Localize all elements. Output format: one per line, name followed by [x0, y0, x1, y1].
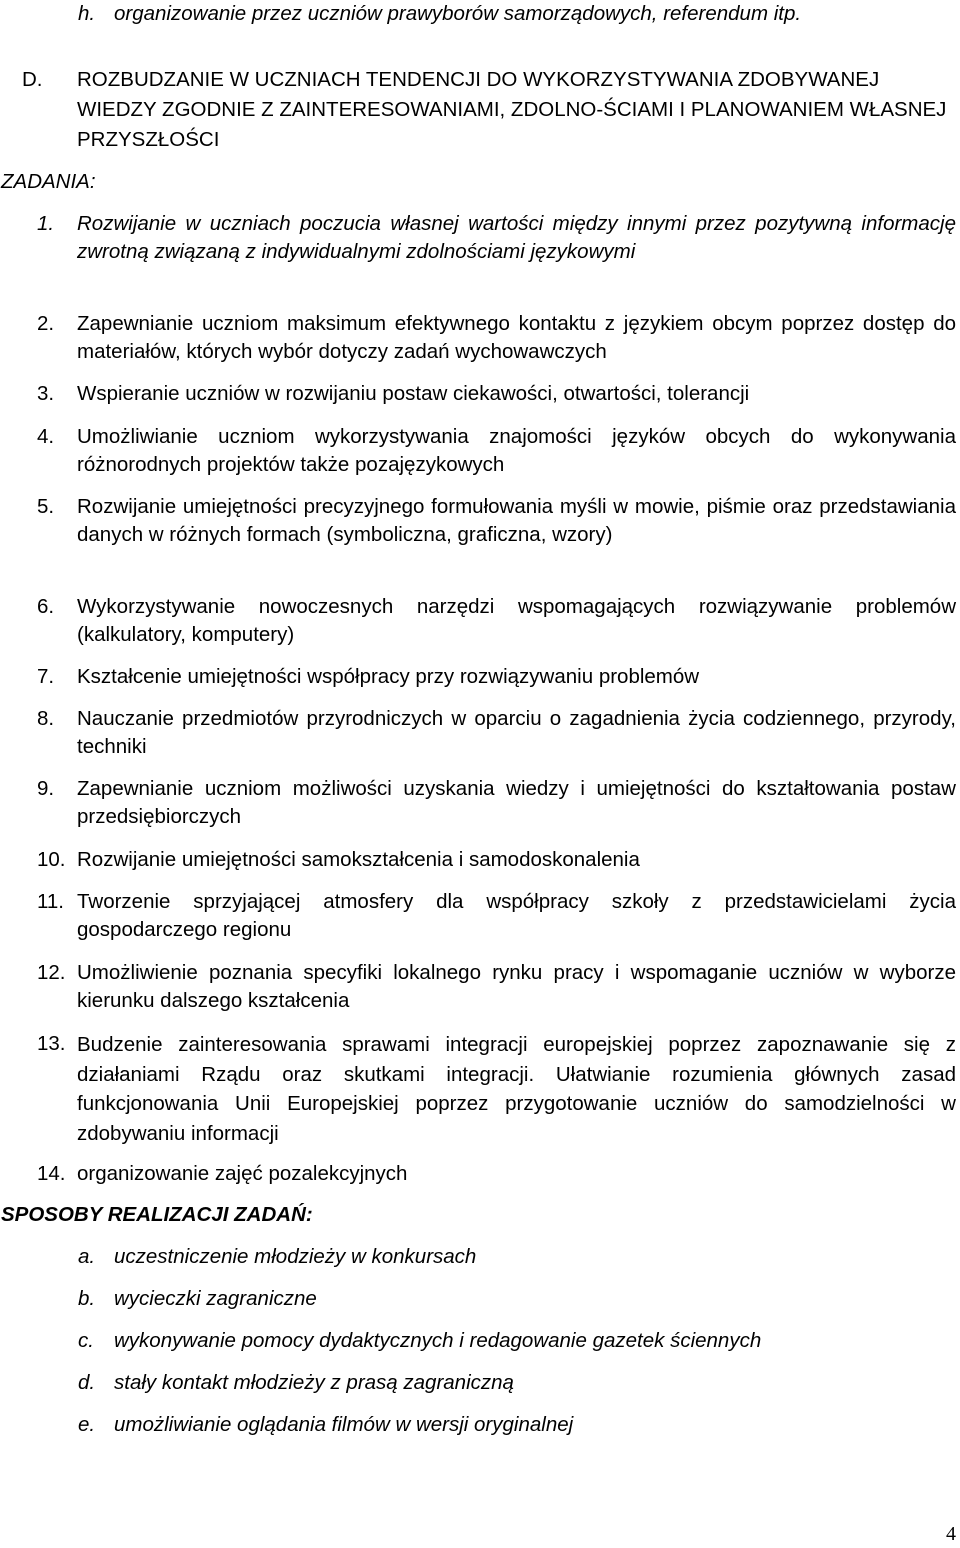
- method-item-c: [0, 1327, 960, 1355]
- task-number: 5.: [37, 495, 55, 518]
- task-item-10: [0, 846, 960, 874]
- task-text: Zapewnianie uczniom maksimum efektywnego kontaktu z językiem obcym poprzez dostęp do materiałów, których wybór dotyczy zadań wychowawczych: [77, 312, 956, 363]
- task-item-8: [0, 705, 960, 761]
- list-item-text: organizowanie przez uczniów prawyborów samorządowych, referendum itp.: [114, 2, 802, 25]
- task-number: 11.: [37, 890, 64, 913]
- task-text: Rozwijanie umiejętności samokształcenia i samodoskonalenia: [77, 848, 640, 871]
- list-item-h: [0, 0, 960, 60]
- task-number: 1.: [37, 212, 55, 235]
- task-text: Budzenie zainteresowania sprawami integracji europejskiej poprzez zapoznawanie się z działaniami Rządu oraz skutkami integracji. Ułatwianie rozumienia głównych zasad funkcjonowania Unii Europejskiej poprzez przygotowanie uczniów do samodzielności w zdobywaniu informacji: [77, 1033, 956, 1145]
- task-number: 10.: [37, 848, 66, 871]
- method-text: uczestniczenie młodzieży w konkursach: [114, 1245, 477, 1268]
- sposoby-heading: SPOSOBY REALIZACJI ZADAŃ:: [1, 1203, 313, 1226]
- task-item-7: [0, 663, 960, 691]
- task-number: 3.: [37, 382, 55, 405]
- task-number: 8.: [37, 707, 55, 730]
- task-item-4: [0, 423, 960, 479]
- task-item-13: [0, 1030, 960, 1145]
- task-text: Rozwijanie umiejętności precyzyjnego formułowania myśli w mowie, piśmie oraz przedstawiania danych w różnych formach (symboliczna, graficzna, wzory): [77, 495, 956, 546]
- method-item-b: [0, 1285, 960, 1313]
- task-text: Wykorzystywanie nowoczesnych narzędzi wspomagających rozwiązywanie problemów (kalkulatory, komputery): [77, 595, 956, 646]
- task-item-6: [0, 593, 960, 649]
- section-title: ROZBUDZANIE W UCZNIACH TENDENCJI DO WYKORZYSTYWANIA ZDOBYWANEJ WIEDZY ZGODNIE Z ZAINTERESOWANIAMI, ZDOLNO-ŚCIAMI I PLANOWANIEM WŁASNEJ PRZYSZŁOŚCI: [77, 68, 947, 151]
- task-item-9: [0, 775, 960, 831]
- method-item-e: [0, 1411, 960, 1439]
- task-item-12: [0, 959, 960, 1015]
- task-number: 12.: [37, 961, 66, 984]
- page-number: 4: [946, 1523, 956, 1545]
- task-text: Umożliwianie uczniom wykorzystywania znajomości języków obcych do wykonywania różnorodnych projektów także pozajęzykowych: [77, 425, 956, 476]
- task-number: 13.: [37, 1032, 66, 1055]
- method-text: wycieczki zagraniczne: [114, 1287, 317, 1310]
- task-text: Zapewnianie uczniom możliwości uzyskania wiedzy i umiejętności do kształtowania postaw przedsiębiorczych: [77, 777, 956, 828]
- section-marker: D.: [22, 68, 43, 91]
- task-number: 9.: [37, 777, 55, 800]
- method-letter: e.: [78, 1413, 96, 1436]
- task-text: Tworzenie sprzyjającej atmosfery dla współpracy szkoły z przedstawicielami życia gospodarczego regionu: [77, 890, 956, 941]
- task-item-2: [0, 310, 960, 366]
- section-d: [0, 65, 960, 155]
- method-letter: b.: [78, 1287, 96, 1310]
- task-item-14: [0, 1160, 960, 1188]
- method-text: umożliwianie oglądania filmów w wersji oryginalnej: [114, 1413, 574, 1436]
- method-text: wykonywanie pomocy dydaktycznych i redagowanie gazetek ściennych: [114, 1329, 762, 1352]
- task-item-3: [0, 380, 960, 408]
- method-letter: a.: [78, 1245, 96, 1268]
- task-number: 14.: [37, 1162, 66, 1185]
- method-item-d: [0, 1369, 960, 1397]
- task-text: Wspieranie uczniów w rozwijaniu postaw ciekawości, otwartości, tolerancji: [77, 382, 750, 405]
- method-item-a: [0, 1243, 960, 1271]
- task-text: Umożliwienie poznania specyfiki lokalnego rynku pracy i wspomaganie uczniów w wyborze kierunku dalszego kształcenia: [77, 961, 956, 1012]
- task-text: organizowanie zajęć pozalekcyjnych: [77, 1162, 408, 1185]
- method-letter: c.: [78, 1329, 94, 1352]
- task-text: Kształcenie umiejętności współpracy przy rozwiązywaniu problemów: [77, 665, 700, 688]
- method-letter: d.: [78, 1371, 96, 1394]
- task-number: 2.: [37, 312, 55, 335]
- list-marker: h.: [78, 2, 96, 25]
- task-number: 6.: [37, 595, 55, 618]
- task-number: 7.: [37, 665, 55, 688]
- task-text: Nauczanie przedmiotów przyrodniczych w oparciu o zagadnienia życia codziennego, przyrody, techniki: [77, 707, 956, 758]
- zadania-heading: ZADANIA:: [1, 170, 96, 193]
- task-text: Rozwijanie w uczniach poczucia własnej wartości między innymi przez pozytywną informację zwrotną związaną z indywidualnymi zdolnościami językowymi: [77, 212, 956, 263]
- task-item-1: [0, 210, 960, 294]
- task-number: 4.: [37, 425, 55, 448]
- task-item-11: [0, 888, 960, 944]
- task-item-5: [0, 493, 960, 577]
- method-text: stały kontakt młodzieży z prasą zagraniczną: [114, 1371, 514, 1394]
